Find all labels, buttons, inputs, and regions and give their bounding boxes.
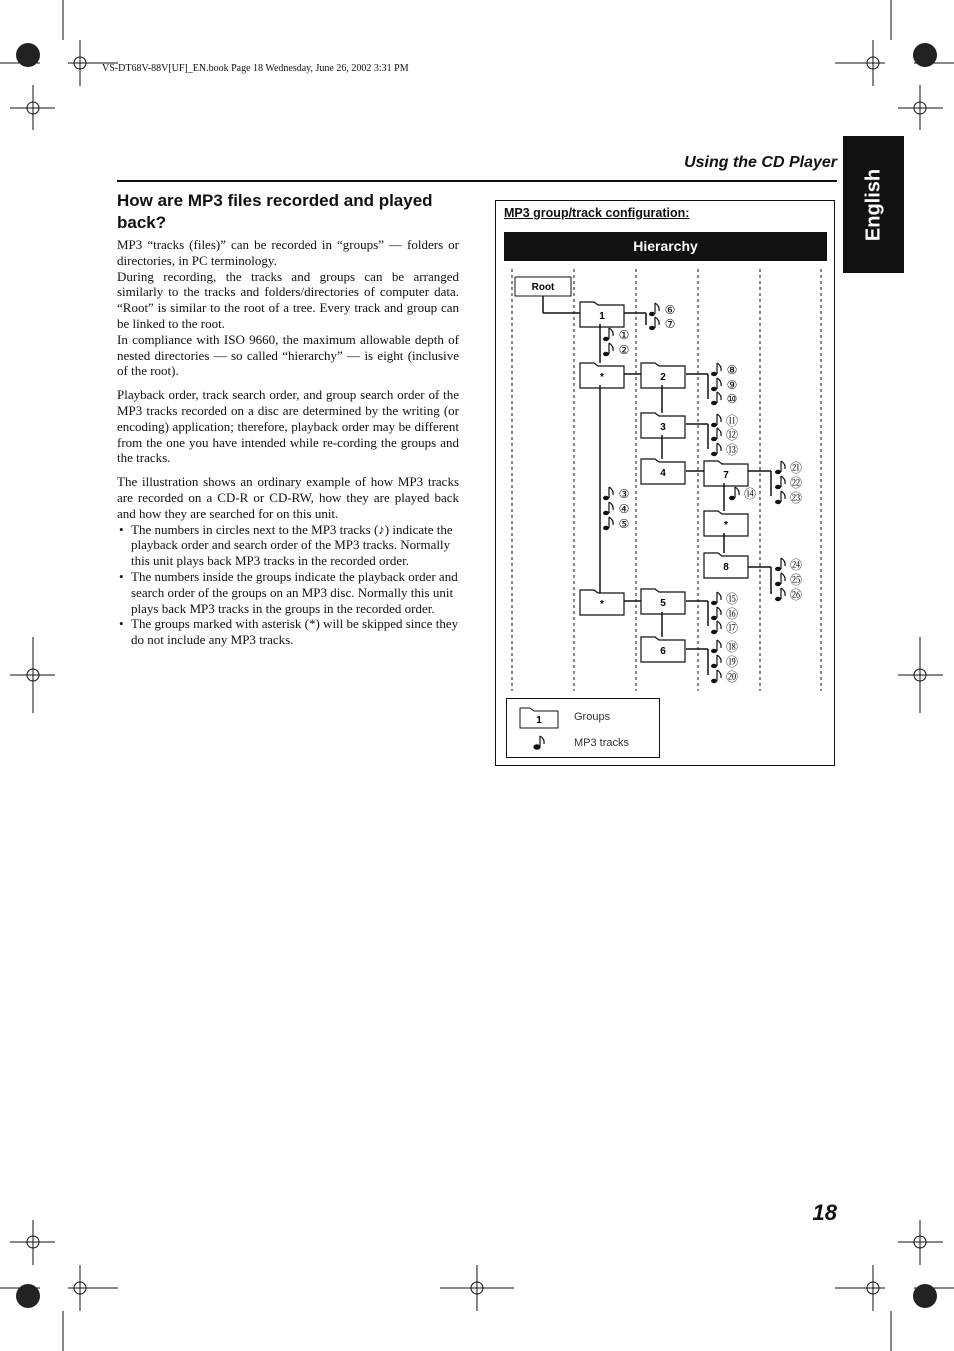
article-heading: How are MP3 files recorded and played back?: [117, 191, 433, 232]
track-number: ⑧: [726, 363, 738, 377]
music-note-icon: [609, 343, 613, 351]
track-number: ㉑: [789, 461, 803, 475]
music-note-icon: [603, 511, 609, 515]
track-number: ⑰: [725, 621, 739, 635]
file-info: VS-DT68V-88V[UF]_EN.book Page 18 Wednesday, June 26, 2002 3:31 PM: [102, 63, 409, 74]
track-number: ⑤: [618, 517, 630, 531]
music-note-icon: [781, 476, 785, 484]
music-note-icon: [649, 326, 655, 330]
music-note-icon: [609, 328, 613, 336]
music-note-icon: [717, 670, 721, 678]
track-number: ②: [618, 343, 630, 357]
music-note-icon: [603, 526, 609, 530]
music-note-icon: [609, 502, 613, 510]
page-number: 18: [812, 1200, 837, 1225]
music-note-icon: [655, 303, 659, 311]
bullet-list: [117, 522, 459, 648]
bullet-item: • The numbers in circles next to the MP3 tracks (♪) indicate the playback order and search order of the MP3 tracks. Normally this unit plays back MP3 tracks in the recorded order.: [117, 522, 459, 569]
track-number: ⑥: [664, 303, 676, 317]
language-tab-label: English: [862, 168, 884, 241]
music-note-icon: [775, 500, 781, 504]
music-note-icon: [717, 428, 721, 436]
track-number: ⑩: [726, 392, 738, 406]
skipped-group-c-label: *: [600, 599, 604, 610]
hierarchy-tree: [496, 201, 836, 698]
track-number: ⑳: [725, 670, 739, 684]
music-note-icon: [775, 567, 781, 571]
music-note-icon: [781, 558, 785, 566]
paragraph: Playback order, track search order, and group search order of the MP3 tracks recorded on a disc are determined by the writing (or encoding) application; therefore, playback order may be different from the one you have intended while re-cording the groups and the tracks.: [117, 387, 459, 466]
section-title: Using the CD Player: [684, 154, 837, 171]
header-rule: [117, 180, 837, 182]
music-note-icon: [655, 317, 659, 325]
music-note-icon: [609, 517, 613, 525]
music-note-icon: [717, 363, 721, 371]
music-note-icon: [711, 616, 717, 620]
music-note-icon: [649, 312, 655, 316]
paragraph: MP3 “tracks (files)” can be recorded in “groups” — folders or directories, in PC terminology.: [117, 237, 459, 268]
track-number: ⑱: [725, 640, 739, 654]
music-note-icon: [729, 496, 735, 500]
music-note-icon: [603, 337, 609, 341]
track-number: ⑦: [664, 317, 676, 331]
music-note-icon: [717, 621, 721, 629]
track-number: ⑨: [726, 378, 738, 392]
track-number: ㉓: [789, 491, 803, 505]
music-note-icon: [717, 607, 721, 615]
track-number: ⑪: [725, 414, 739, 428]
music-note-icon: [711, 601, 717, 605]
track-number: ㉕: [789, 573, 803, 587]
music-note-icon: [711, 664, 717, 668]
music-note-icon: [717, 655, 721, 663]
music-note-icon: [775, 485, 781, 489]
skipped-group-a-label: *: [600, 372, 604, 383]
music-note-icon: [534, 736, 544, 749]
music-note-icon: [711, 649, 717, 653]
group-4-label: 4: [660, 468, 666, 479]
music-note-icon: [775, 582, 781, 586]
music-note-icon: [781, 461, 785, 469]
mp3-hierarchy-diagram: [495, 200, 835, 766]
root-label: Root: [531, 282, 555, 293]
music-note-icon: [717, 443, 721, 451]
paragraph: During recording, the tracks and groups can be arranged similarly to the tracks and folders/directories of computer data. “Root” is similar to the root of a tree. Every track and group can be linked to the root.: [117, 268, 459, 331]
music-note-icon: [711, 437, 717, 441]
paragraph: The illustration shows an ordinary example of how MP3 tracks are recorded on a CD-R or CD-RW, how they are played back and how they are searched for on this unit.: [117, 474, 459, 521]
track-number: ①: [618, 328, 630, 342]
group-5-label: 5: [660, 598, 666, 609]
music-note-icon: [603, 352, 609, 356]
music-note-icon: [717, 378, 721, 386]
language-tab: [843, 136, 904, 273]
track-number: ㉖: [789, 588, 803, 602]
track-number: ㉒: [789, 476, 803, 490]
music-note-icon: [711, 401, 717, 405]
music-note-icon: [717, 392, 721, 400]
bullet-continuation: • The groups marked with asterisk (*) will be skipped since they do not include any MP3 tracks.: [117, 616, 459, 648]
music-note-icon: [603, 496, 609, 500]
music-note-icon: [717, 640, 721, 648]
group-8-label: 8: [723, 562, 729, 573]
music-note-icon: [711, 630, 717, 634]
music-note-icon: [781, 588, 785, 596]
track-number: ⑮: [725, 592, 739, 606]
legend-symbols: [507, 699, 567, 757]
music-note-icon: [609, 487, 613, 495]
diagram-legend: [506, 698, 660, 758]
music-note-icon: [775, 597, 781, 601]
track-number: ③: [618, 487, 630, 501]
music-note-icon: [717, 414, 721, 422]
paragraph: In compliance with ISO 9660, the maximum allowable depth of nested directories — so called “hierarchy” — is eight (inclusive of the root).: [117, 331, 459, 379]
diagram-caption: MP3 group/track configuration:: [504, 206, 690, 220]
legend-group-number: 1: [536, 715, 542, 726]
track-number: ④: [618, 502, 630, 516]
article-body: [117, 237, 459, 648]
group-2-label: 2: [660, 372, 666, 383]
music-note-icon: [775, 470, 781, 474]
group-7-label: 7: [723, 470, 729, 481]
track-number: ⑯: [725, 607, 739, 621]
music-note-icon: [717, 592, 721, 600]
music-note-icon: [711, 452, 717, 456]
track-number: ㉔: [789, 558, 803, 572]
group-1-label: 1: [599, 311, 605, 322]
track-number: ⑫: [725, 428, 739, 442]
group-6-label: 6: [660, 646, 666, 657]
music-note-icon: [781, 573, 785, 581]
music-note-icon: [711, 679, 717, 683]
track-number: ⑬: [725, 443, 739, 457]
hierarchy-header: Hierarchy: [504, 232, 827, 261]
music-note-icon: [735, 487, 739, 495]
legend-tracks-label: MP3 tracks: [574, 737, 630, 749]
group-3-label: 3: [660, 422, 666, 433]
track-number: ⑭: [743, 487, 757, 501]
music-note-icon: [711, 423, 717, 427]
music-note-icon: [781, 491, 785, 499]
bullet-item: • The numbers inside the groups indicate the playback order and search order of the groups on an MP3 disc. Normally this unit plays back MP3 tracks in the groups in the recorded order.: [117, 569, 459, 616]
music-note-icon: [711, 387, 717, 391]
legend-groups-label: Groups: [574, 711, 611, 723]
music-note-icon: [711, 372, 717, 376]
track-number: ⑲: [725, 655, 739, 669]
skipped-group-b-label: *: [724, 520, 728, 531]
